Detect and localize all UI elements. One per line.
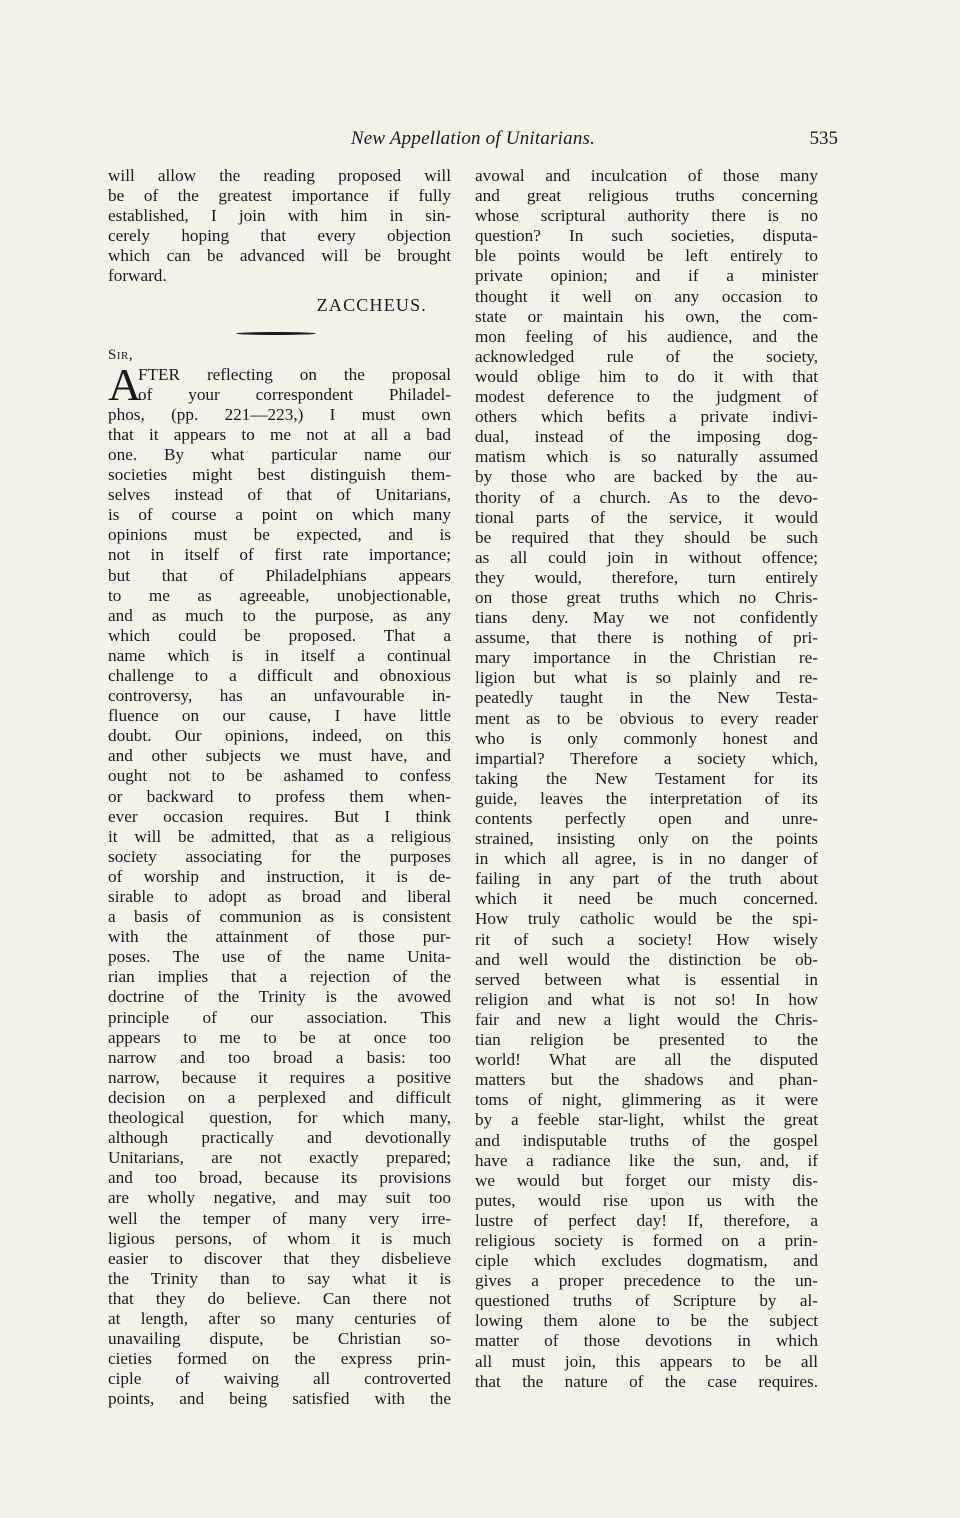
- text-line: that they do believe. Can there not: [108, 1288, 451, 1308]
- text-line: that the nature of the case requires.: [475, 1371, 818, 1391]
- text-line: avowal and inculcation of those many: [475, 166, 818, 185]
- letter-body: [108, 405, 451, 1410]
- text-line: all must join, this appears to be all: [475, 1351, 818, 1371]
- text-line: of your correspondent Philadel-: [138, 384, 451, 404]
- text-line: religion and what is not so! In how: [475, 989, 818, 1009]
- text-line: points, and being satisfied with the: [108, 1389, 451, 1409]
- text-line: opinions must be expected, and is: [108, 525, 451, 545]
- text-line: questioned truths of Scripture by al-: [475, 1291, 818, 1311]
- page-header: [108, 128, 838, 156]
- opening-lines: [108, 358, 451, 410]
- text-line: acknowledged rule of the society,: [475, 346, 818, 366]
- text-line: and well would the distinction be ob-: [475, 949, 818, 969]
- text-line: failing in any part of the truth about: [475, 869, 818, 889]
- text-line: is of course a point on which many: [108, 505, 451, 525]
- text-line: mon feeling of his audience, and the: [475, 326, 818, 346]
- text-line: ciple of waiving all controverted: [108, 1369, 451, 1389]
- text-line: narrow, because it requires a positive: [108, 1067, 451, 1087]
- text-line: and as much to the purpose, as any: [108, 605, 451, 625]
- text-line: by those who are backed by the au-: [475, 467, 818, 487]
- text-line: tians deny. May we not confidently: [475, 608, 818, 628]
- section-divider-ornament: [108, 323, 451, 345]
- text-line: ment as to be obvious to every reader: [475, 708, 818, 728]
- text-line: easier to discover that they disbelieve: [108, 1248, 451, 1268]
- text-line: narrow and too broad a basis: too: [108, 1047, 451, 1067]
- text-line: would oblige him to do it with that: [475, 366, 818, 386]
- text-line: ought not to be ashamed to confess: [108, 766, 451, 786]
- text-line: and other subjects we must have, and: [108, 746, 451, 766]
- text-line: with the attainment of those pur-: [108, 927, 451, 947]
- text-line: doubt. Our opinions, indeed, on this: [108, 726, 451, 746]
- text-line: selves instead of that of Unitarians,: [108, 485, 451, 505]
- text-line: but that of Philadelphians appears: [108, 565, 451, 585]
- text-line: thority of a church. As to the devo-: [475, 487, 818, 507]
- text-line: gives a proper precedence to the un-: [475, 1271, 818, 1291]
- text-line: the Trinity than to say what it is: [108, 1268, 451, 1288]
- text-line: a basis of communion as is consistent: [108, 907, 451, 927]
- text-line: tional parts of the service, it would: [475, 507, 818, 527]
- text-line: which could be proposed. That a: [108, 625, 451, 645]
- text-line: are wholly negative, and may suit too: [108, 1188, 451, 1208]
- text-line: doctrine of the Trinity is the avowed: [108, 987, 451, 1007]
- text-line: impartial? Therefore a society which,: [475, 748, 818, 768]
- text-line: in which all agree, is in no danger of: [475, 849, 818, 869]
- text-line: How truly catholic would be the spi-: [475, 909, 818, 929]
- page-number: 535: [809, 128, 838, 149]
- text-line: world! What are all the disputed: [475, 1050, 818, 1070]
- text-line: lowing them alone to be the subject: [475, 1311, 818, 1331]
- text-line: taking the New Testament for its: [475, 768, 818, 788]
- text-line: private opinion; and if a minister: [475, 266, 818, 286]
- text-line: ciple which excludes dogmatism, and: [475, 1251, 818, 1271]
- text-line: which it need be much concerned.: [475, 889, 818, 909]
- text-line: appears to me to be at once too: [108, 1027, 451, 1047]
- text-line: theological question, for which many,: [108, 1108, 451, 1128]
- text-line: state or maintain his own, the com-: [475, 306, 818, 326]
- text-line: cieties formed on the express prin-: [108, 1349, 451, 1369]
- salutation: Sir,: [108, 346, 134, 363]
- text-line: challenge to a difficult and obnoxious: [108, 665, 451, 685]
- text-line: controversy, has an unfavourable in-: [108, 686, 451, 706]
- text-line: well the temper of many very irre-: [108, 1208, 451, 1228]
- text-line: guide, leaves the interpretation of its: [475, 788, 818, 808]
- text-line: FTER reflecting on the proposal: [138, 364, 451, 384]
- text-line: by a feeble star-light, whilst the great: [475, 1110, 818, 1130]
- text-line: they would, therefore, turn entirely: [475, 567, 818, 587]
- text-line: we would but forget our misty dis-: [475, 1170, 818, 1190]
- text-line: cerely hoping that every objection: [108, 226, 451, 246]
- text-line: matters but the shadows and phan-: [475, 1070, 818, 1090]
- text-line: fluence on our cause, I have little: [108, 706, 451, 726]
- text-line: not in itself of first rate importance;: [108, 545, 451, 565]
- text-line: on those great truths which no Chris-: [475, 587, 818, 607]
- text-line: forward.: [108, 266, 167, 286]
- text-line: be required that they should be such: [475, 527, 818, 547]
- text-line: one. By what particular name our: [108, 444, 451, 464]
- text-line: whose scriptural authority there is no: [475, 206, 818, 226]
- text-line: it will be admitted, that as a religious: [108, 826, 451, 846]
- text-line: principle of our association. This: [108, 1007, 451, 1027]
- text-line: toms of night, glimmering as it were: [475, 1090, 818, 1110]
- text-line: thought it well on any occasion to: [475, 286, 818, 306]
- text-line: rian implies that a rejection of the: [108, 967, 451, 987]
- text-line: tian religion be presented to the: [475, 1030, 818, 1050]
- text-line: dual, instead of the imposing dog-: [475, 427, 818, 447]
- text-line: at length, after so many centuries of: [108, 1308, 451, 1328]
- running-title: New Appellation of Unitarians.: [350, 128, 596, 149]
- text-line: although practically and devotionally: [108, 1128, 451, 1148]
- text-line: name which is in itself a continual: [108, 645, 451, 665]
- text-line: will allow the reading proposed will: [108, 166, 451, 185]
- text-line: ble points would be left entirely to: [475, 246, 818, 266]
- letter-body-continued: [475, 166, 818, 1392]
- letter-opening: [108, 358, 451, 410]
- text-line: Unitarians, are not exactly prepared;: [108, 1148, 451, 1168]
- text-line: who is only commonly honest and: [475, 728, 818, 748]
- text-line: have a radiance like the sun, and, if: [475, 1150, 818, 1170]
- text-line: others which befits a private indivi-: [475, 407, 818, 427]
- text-line: ever occasion requires. But I think: [108, 806, 451, 826]
- signature: ZACCHEUS.: [316, 294, 427, 315]
- left-column: [108, 166, 451, 1409]
- text-line: society associating for the purposes: [108, 846, 451, 866]
- text-line: question? In such societies, disputa-: [475, 226, 818, 246]
- text-line: and too broad, because its provisions: [108, 1168, 451, 1188]
- text-line: sirable to adopt as broad and liberal: [108, 887, 451, 906]
- text-line: assume, that there is nothing of pri-: [475, 628, 818, 648]
- text-line: as all could join in without offence;: [475, 547, 818, 567]
- text-line: societies might best distinguish them-: [108, 465, 451, 485]
- text-line: contents perfectly open and unre-: [475, 809, 818, 828]
- text-line: be of the greatest importance if fully: [108, 186, 451, 206]
- text-line: of worship and instruction, it is de-: [108, 866, 451, 886]
- text-line: ligion but what is so plainly and re-: [475, 668, 818, 688]
- text-line: rit of such a society! How wisely: [475, 929, 818, 949]
- drop-cap: A: [108, 358, 142, 410]
- text-line: which can be advanced will be brought: [108, 246, 451, 266]
- text-line: matism which is so naturally assumed: [475, 447, 818, 467]
- text-line: that it appears to me not at all a bad: [108, 424, 451, 444]
- text-line: modest deference to the judgment of: [475, 387, 818, 407]
- text-line: peatedly taught in the New Testa-: [475, 688, 818, 708]
- text-line: and indisputable truths of the gospel: [475, 1130, 818, 1150]
- right-column: [475, 166, 818, 1392]
- text-line: strained, insisting only on the points: [475, 829, 818, 849]
- text-line: mary importance in the Christian re-: [475, 648, 818, 668]
- text-line: fair and new a light would the Chris-: [475, 1009, 818, 1029]
- text-line: religious society is formed on a prin-: [475, 1230, 818, 1250]
- text-line: phos, (pp. 221—223,) I must own: [108, 404, 451, 424]
- text-line: established, I join with him in sin-: [108, 206, 451, 226]
- text-line: decision on a perplexed and difficult: [108, 1087, 451, 1107]
- closing-paragraph: [108, 166, 451, 287]
- text-line: matter of those devotions in which: [475, 1331, 818, 1351]
- text-line: ligious persons, of whom it is much: [108, 1228, 451, 1248]
- text-line: and great religious truths concerning: [475, 186, 818, 206]
- text-line: putes, would rise upon us with the: [475, 1190, 818, 1210]
- text-line: unavailing dispute, be Christian so-: [108, 1329, 451, 1349]
- text-line: or backward to profess them when-: [108, 786, 451, 806]
- text-line: poses. The use of the name Unita-: [108, 947, 451, 967]
- text-line: lustre of perfect day! If, therefore, a: [475, 1210, 818, 1230]
- text-line: to me as agreeable, unobjectionable,: [108, 585, 451, 605]
- text-line: served between what is essential in: [475, 969, 818, 989]
